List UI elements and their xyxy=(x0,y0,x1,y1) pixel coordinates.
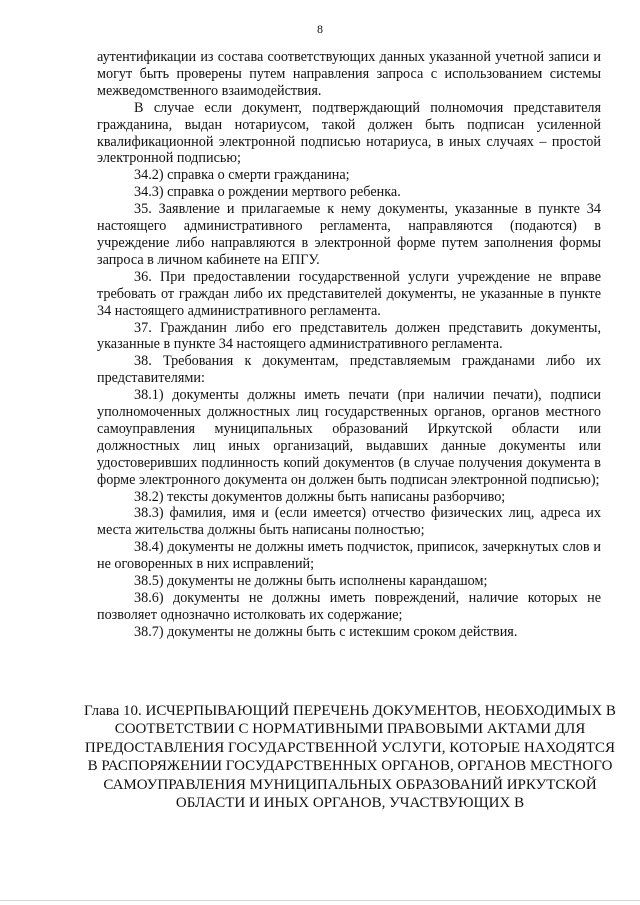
paragraph-37: 37. Гражданин либо его представитель должен представить документы, указанные в пункте 34 настоящего административного регламента. xyxy=(97,319,601,353)
paragraph-38-3: 38.3) фамилия, имя и (если имеется) отчество физических лиц, адреса их места жительства должны быть написаны полностью; xyxy=(97,505,601,539)
paragraph-38-5: 38.5) документы не должны быть исполнены карандашом; xyxy=(134,573,488,590)
paragraph-36: 36. При предоставлении государственной услуги учреждение не вправе требовать от граждан либо их представителей документы, не указанные в пункте 34 настоящего административного регламента. xyxy=(97,268,601,319)
paragraph-35: 35. Заявление и прилагаемые к нему документы, указанные в пункте 34 настоящего административного регламента, направляются (подаются) в учреждение либо направляются в электронной форме путем заполнения формы запроса в личном кабинете на ЕПГУ. xyxy=(97,201,601,268)
paragraph-34-2: 34.2) справка о смерти гражданина; xyxy=(134,167,350,184)
paragraph-34-3: 34.3) справка о рождении мертвого ребенка. xyxy=(134,184,401,201)
paragraph-38: 38. Требования к документам, представляемым гражданами либо их представителями: xyxy=(97,353,601,387)
paragraph-38-7: 38.7) документы не должны быть с истекшим сроком действия. xyxy=(134,623,518,640)
paragraph-continuation: аутентификации из состава соответствующих данных указанной учетной записи и могут быть проверены путем направления запроса с использованием системы межведомственного взаимодействия. xyxy=(97,49,601,99)
page-bottom-edge xyxy=(0,900,640,901)
document-body xyxy=(97,49,601,641)
paragraph-38-6: 38.6) документы не должны иметь повреждений, наличие которых не позволяет однозначно истолковать их содержание; xyxy=(97,590,601,623)
paragraph-notary-signature: В случае если документ, подтверждающий полномочия представителя гражданина, выдан нотариусом, такой должен быть подписан усиленной квалификационной электронной подписью нотариуса, в иных случаях – простой электронной подписью; xyxy=(97,99,601,167)
paragraph-38-4: 38.4) документы не должны иметь подчисток, приписок, зачеркнутых слов и не оговоренных в них исправлений; xyxy=(97,539,601,573)
page-number: 8 xyxy=(317,22,323,36)
chapter-heading: Глава 10. ИСЧЕРПЫВАЮЩИЙ ПЕРЕЧЕНЬ ДОКУМЕНТОВ, НЕОБХОДИМЫХ В СООТВЕТСТВИИ С НОРМАТИВНЫМИ ПРАВОВЫМИ АКТАМИ ДЛЯ ПРЕДОСТАВЛЕНИЯ ГОСУДАРСТВЕННОЙ УСЛУГИ, КОТОРЫЕ НАХОДЯТСЯ В РАСПОРЯЖЕНИИ ГОСУДАРСТВЕННЫХ ОРГАНОВ, ОРГАНОВ МЕСТНОГО САМОУПРАВЛЕНИЯ МУНИЦИПАЛЬНЫХ ОБРАЗОВАНИЙ ИРКУТСКОЙ ОБЛАСТИ И ИНЫХ ОРГАНОВ, УЧАСТВУЮЩИХ В xyxy=(84,703,616,812)
paragraph-38-1: 38.1) документы должны иметь печати (при наличии печати), подписи уполномоченных должностных лиц государственных органов, органов местного самоуправления муниципальных образований Иркутской области или должностных лиц иных организаций, выдавших данные документы или удостоверивших подлинность копий документов (в случае получения документа в форме электронного документа он должен быть подписан электронной подписью); xyxy=(97,387,601,488)
paragraph-38-2: 38.2) тексты документов должны быть написаны разборчиво; xyxy=(134,488,506,505)
